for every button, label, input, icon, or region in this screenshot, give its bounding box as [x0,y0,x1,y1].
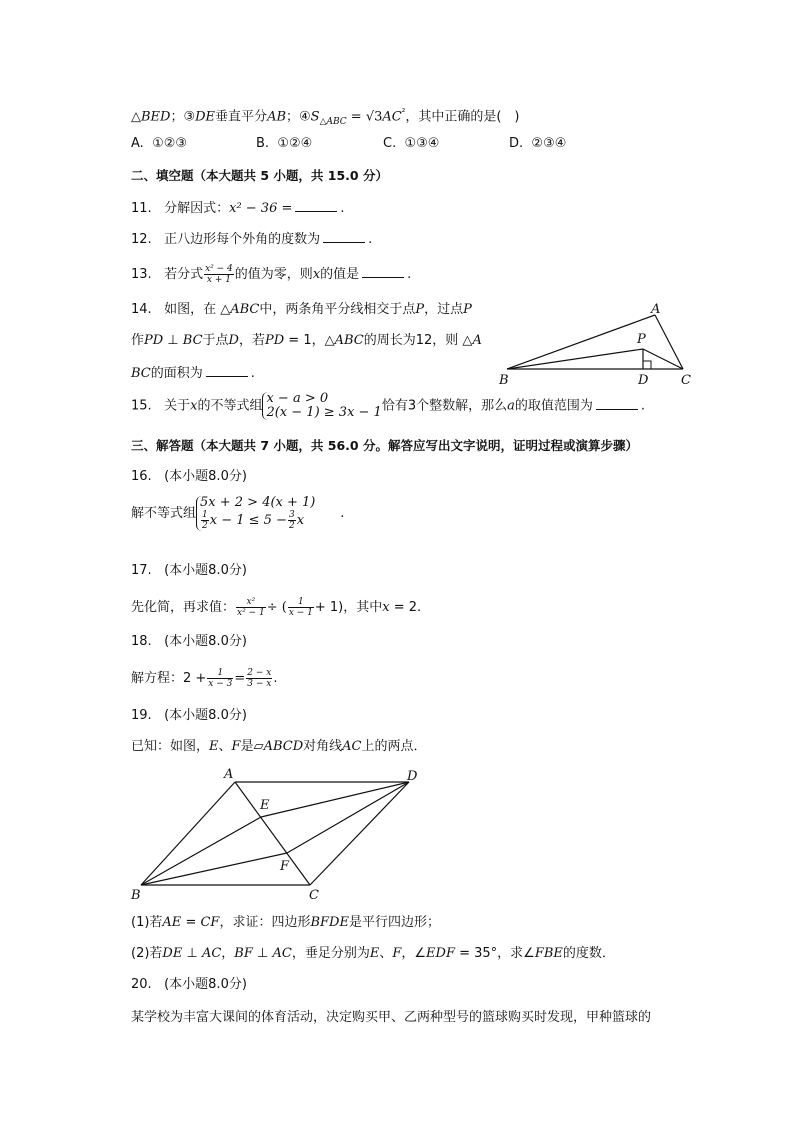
answer-blank[interactable] [295,199,337,212]
question-18-header [131,634,247,650]
question-number: 15. [131,398,152,414]
inequality-1: 5x + 2 > 4(x + 1) [200,495,316,510]
math-var: S [310,109,320,125]
text: (2)若 [131,946,163,961]
math-var: AC [342,739,362,754]
question-11 [131,199,345,217]
text: 的面积为 [150,366,203,381]
question-18-body [131,668,278,689]
question-14-line-1 [131,302,472,318]
math-var: PD [265,333,285,348]
numerator: 1 [202,510,208,520]
math-var: BC [182,333,203,348]
text: ⊥ [252,946,273,961]
fraction-half [201,510,209,531]
period: . [273,671,278,686]
question-17-header [131,563,247,579]
text: 对角线 [303,739,343,754]
question-17-body [131,597,421,618]
question-19-intro [131,739,427,755]
math-var: ABC [230,302,260,317]
question-14-line-3 [131,364,255,382]
diagonal-ac [235,782,310,885]
text: ，其中正确的是( ) [405,109,520,125]
math-var: DE [195,109,216,125]
question-number: 14. [131,302,152,317]
question-12 [131,230,372,248]
denominator: x − 3 [208,679,233,689]
text: 解不等式组 [131,506,197,521]
math-expr: x² − 36 = [229,201,293,216]
text: ， [221,946,235,961]
answer-blank[interactable] [206,364,248,377]
period: . [640,398,646,414]
question-20-text: 某学校为丰富大课间的体育活动，决定购买甲、乙两种型号的篮球购买时发现，甲种篮球的 [131,1010,652,1025]
denominator: x² − 1 [237,608,265,618]
label-c: C [681,373,691,388]
math-var: x [382,600,390,615]
math-var: ABC [334,333,364,348]
text: + 1)，其中 [314,600,383,615]
segment-fd [287,782,409,853]
section-heading-fill-blank: 二、填空题（本大题共 5 小题，共 15.0 分） [131,168,388,183]
side-cd [310,782,409,885]
period: . [407,267,412,282]
option-text: ①②③ [152,136,188,151]
parallelogram-figure [128,762,428,907]
q10-tail-line [131,105,520,130]
side-ab [141,782,235,885]
denominator: 3 − x [247,679,272,689]
text: ⊥ [182,946,202,961]
denominator: x − 1 [288,608,313,618]
math-var: E [369,946,380,961]
fraction [246,668,272,689]
triangle-symbol: △ [131,109,141,125]
text: = 2. [389,600,422,615]
question-text: 的值是 [320,267,360,282]
math-var: EDF [426,946,455,961]
period: . [340,201,345,216]
question-number: 20. [131,977,152,992]
question-14-line-2 [131,333,482,349]
math-var: BC [131,366,151,381]
math-var: CF [200,915,220,930]
label-d: D [638,373,649,388]
bisector-pc [643,349,683,369]
answer-blank[interactable] [362,265,404,278]
label-f: F [280,859,290,874]
subscript: △ABC [319,116,347,127]
math-var: AE [162,915,182,930]
math-var: a [507,398,515,414]
option-b [256,136,312,152]
math-var: x [190,398,198,414]
label-a: A [224,767,234,782]
option-label: C. [383,136,397,151]
text: (1)若 [131,915,163,930]
math-var: AC [272,946,292,961]
text: ，若 [238,333,265,348]
question-number: 13. [131,267,152,282]
numerator: x² [236,597,266,608]
text: ，∠ [401,946,427,961]
math-var: FBE [534,946,563,961]
numerator: 3 [288,510,295,520]
numerator: 2 − x [247,668,272,678]
text: 垂直平分 [215,109,268,125]
question-20-header [131,977,247,993]
math-var: AC [201,946,222,961]
question-number: 16. [131,469,152,484]
question-16-body [131,496,344,531]
text: = 1，△ [284,333,335,348]
math-var: E [209,739,219,754]
math-var: P [463,302,472,317]
text: 已知：如图， [131,739,210,754]
numerator: x² − 4 [205,264,233,274]
math-var: BED [141,109,171,125]
score-label: (本小题8.0分) [164,563,247,578]
text: ，过点 [424,302,464,317]
text: ，垂足分别为 [291,946,370,961]
label-b: B [499,373,509,388]
label-d: D [407,769,418,784]
option-d [509,136,566,152]
math-var: AB [267,109,287,125]
question-text: 正八边形每个外角的度数为 [164,232,321,247]
question-number: 17. [131,563,152,578]
question-number: 19. [131,708,152,723]
fraction [236,597,266,618]
math-var: PD [144,333,164,348]
fraction [207,668,233,689]
label-c: C [309,888,319,903]
math-var: x [312,267,321,282]
math-var: BF [234,946,253,961]
text: 的取值范围为 [514,398,593,414]
text: ，求证：四边形 [219,915,311,930]
segment-ed [261,782,409,817]
score-label: (本小题8.0分) [164,634,247,649]
inequality-2: 2(x − 1) ≥ 3x − 1 [266,405,382,420]
score-label: (本小题8.0分) [164,977,247,992]
text: 、 [379,946,393,961]
option-text: ②③④ [531,136,567,151]
math-var: D [228,333,239,348]
superscript: ² [401,108,406,118]
score-label: (本小题8.0分) [164,469,247,484]
math-op: = [234,671,246,686]
math-var: x [296,513,305,528]
text: 中，两条角平分线相交于点 [259,302,416,317]
question-19-part-1 [131,915,440,931]
denominator: 2 [202,521,208,531]
period: . [250,366,255,381]
text: = [181,915,201,930]
math-var: DE [162,946,183,961]
math-var: F [392,946,402,961]
question-19-part-2 [131,946,615,962]
text: 是▱ [240,739,264,754]
answer-blank[interactable] [323,230,365,243]
math-var: A [472,333,482,348]
math-var: ABCD [263,739,304,754]
text: 的度数． [562,946,615,961]
question-text: 分解因式： [164,201,230,216]
math-expr: = √3 [346,109,383,125]
label-b: B [131,888,141,903]
label-p: P [637,332,646,347]
text: 作 [131,333,145,348]
right-angle-mark [643,361,651,369]
denominator: 2 [288,521,295,531]
text: 的周长为12，则 △ [363,333,473,348]
text: 上的两点． [361,739,427,754]
text: 关于 [164,398,191,414]
text: 是平行四边形； [348,915,440,930]
text: ⊥ [163,333,183,348]
question-19-header [131,708,247,724]
text: ；④ [286,109,311,125]
question-16-header [131,469,247,485]
math-var: P [415,302,425,317]
segment-be [141,817,261,885]
label-e: E [260,798,270,813]
period: . [340,506,345,521]
text: 如图，在 △ [164,302,231,317]
option-c [383,136,439,152]
inequality-system [262,392,381,420]
text: 解方程：2 + [131,671,207,686]
question-text: 若分式 [164,267,204,282]
question-number: 18. [131,634,152,649]
text: 恰有3个整数解，那么 [381,398,508,414]
text: 于点 [202,333,229,348]
numerator: 1 [207,668,233,679]
score-label: (本小题8.0分) [164,708,247,723]
answer-blank[interactable] [596,397,638,410]
math-var: BFDE [310,915,349,930]
math-var: F [231,739,241,754]
triangle-figure [495,300,700,392]
text: 、 [218,739,232,754]
option-label: D. [509,136,524,151]
segment-bf [141,853,287,885]
math-var: AC [382,109,402,125]
numerator: 1 [288,597,314,608]
label-a: A [651,302,661,317]
fraction [204,264,234,285]
denominator: x + 1 [206,275,231,285]
inequality-1: x − a > 0 [266,391,329,406]
question-13 [131,264,411,285]
period: . [368,232,373,247]
question-number: 11. [131,201,152,216]
fraction [288,597,314,618]
inequality-2: x − 1 ≤ 5 − [209,513,287,528]
section-heading-solve: 三、解答题（本大题共 7 小题，共 56.0 分。解答应写出文字说明，证明过程或演算步骤） [131,438,638,453]
option-label: B. [256,136,270,151]
question-number: 12. [131,232,152,247]
side-ac [655,315,683,369]
option-text: ①③④ [404,136,440,151]
text: 的不等式组 [197,398,263,414]
question-text: 的值为零，则 [234,267,313,282]
side-ba [507,315,655,369]
option-a [131,136,187,152]
text: 先化简，再求值： [131,600,236,615]
fraction-three-halves [288,510,296,531]
text: = 35°，求∠ [454,946,535,961]
text: ；③ [170,109,196,125]
bisector-bp [507,349,643,369]
option-label: A. [131,136,144,151]
math-op: ÷ ( [266,600,287,615]
question-15 [131,392,645,420]
option-text: ①②④ [277,136,313,151]
inequality-system [196,496,315,531]
